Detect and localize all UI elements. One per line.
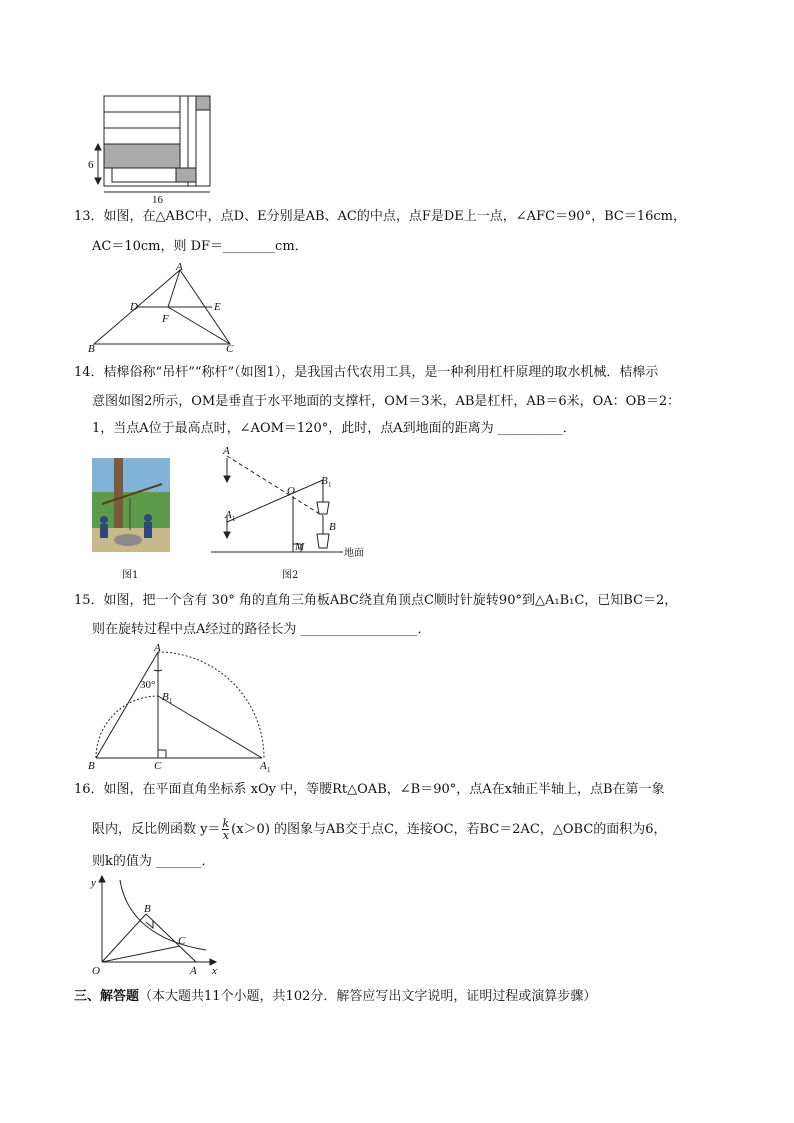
q15-label-A1-sub: 1	[267, 766, 271, 772]
q15-line1: 15．如图，把一个含有 30° 角的直角三角板ABC绕直角顶点C顺时针旋转90°到△A₁B₁C，已知BC＝2，	[74, 593, 678, 608]
q14-figure2-diagram	[205, 444, 385, 564]
section-3-title: 三、解答题	[74, 989, 140, 1004]
q13-label-F: F	[162, 313, 169, 325]
figure-q15	[84, 642, 284, 772]
q16-line2	[92, 818, 667, 841]
q16-line1: 16．如图，在平面直角坐标系 xOy 中，等腰Rt△OAB，∠B＝90°，点A在x轴正半轴上，点B在第一象	[74, 782, 665, 797]
q16-label-C: C	[178, 935, 186, 947]
q14-line2: 意图如图2所示，OM是垂直于水平地面的支撑杆，OM＝3米，AB是杠杆，AB＝6米，OA：OB＝2：	[92, 394, 681, 409]
q14-label-B1-sub: 1	[328, 481, 332, 489]
q16-axis-y: y	[91, 877, 96, 889]
figure-q13	[84, 262, 244, 354]
q14-ground-label: 地面	[344, 548, 364, 559]
q15-label-B1: B	[162, 691, 169, 703]
q14-label-O: O	[287, 485, 295, 497]
q16-label-A: A	[190, 965, 197, 977]
q16-line2-end: (x＞0) 的图象与AB交于点C，连接OC，若BC＝2AC，△OBC的面积为6，	[231, 822, 667, 837]
q14-line3: 1，当点A位于最高点时，∠AOM＝120°，此时，点A到地面的距离为 __________．	[92, 421, 576, 436]
q15-label-A: A	[154, 642, 161, 654]
q15-line2: 则在旋转过程中点A经过的路径长为 __________________．	[92, 622, 431, 637]
q16-frac-den: x	[222, 829, 229, 842]
q15-label-B1-sub: 1	[169, 697, 173, 705]
q16-frac-num: k	[222, 817, 230, 830]
q14-label-B: B	[329, 521, 336, 533]
q15-label-A1: A	[260, 760, 267, 772]
q13-line1: 13．如图，在△ABC中，点D、E分别是AB、AC的中点，点F是DE上一点，∠AFC＝90°，BC＝16cm，	[74, 209, 686, 224]
q14-label-B1: B	[321, 475, 328, 487]
q14-line1: 14．桔槔俗称“吊杆”“称杆”（如图1），是我国古代农用工具，是一种利用杠杆原理的取水机械．桔槔示	[74, 365, 659, 380]
q13-line2: AC＝10cm，则 DF＝________cm．	[92, 239, 308, 254]
q14-fig1-caption: 图1	[122, 570, 139, 581]
q14-fig2-caption: 图2	[282, 570, 299, 581]
q14-label-A: A	[223, 445, 230, 457]
q13-label-E: E	[214, 301, 221, 313]
q16-label-O: O	[92, 965, 100, 977]
q14-label-M: M	[295, 541, 305, 553]
q13-label-B: B	[88, 343, 95, 354]
q13-label-D: D	[130, 301, 138, 313]
q16-label-B: B	[144, 903, 151, 915]
q13-label-C: C	[226, 343, 234, 354]
q15-angle-label: 30°	[140, 679, 156, 691]
q16-line2-start: 限内，反比例函数 y＝	[92, 822, 221, 837]
fig12-height-label: 6	[88, 159, 94, 171]
q14-label-A1: A	[225, 509, 232, 521]
q14-label-A1-sub: 1	[232, 515, 236, 523]
q16-line3: 则k的值为 _______．	[92, 854, 215, 869]
q13-label-A: A	[176, 262, 183, 273]
q15-label-B: B	[88, 760, 95, 772]
q15-label-C: C	[154, 760, 162, 772]
figure-q16	[86, 872, 226, 978]
q16-axis-x: x	[212, 965, 217, 977]
section-3-header	[74, 985, 596, 1004]
q16-fraction	[222, 818, 229, 841]
fig12-width-label: 16	[152, 194, 163, 204]
q14-figure1-illustration	[92, 458, 170, 552]
figure-q12	[84, 92, 220, 204]
section-3-desc: （本大题共11个小题，共102分．解答应写出文字说明，证明过程或演算步骤）	[139, 989, 597, 1004]
